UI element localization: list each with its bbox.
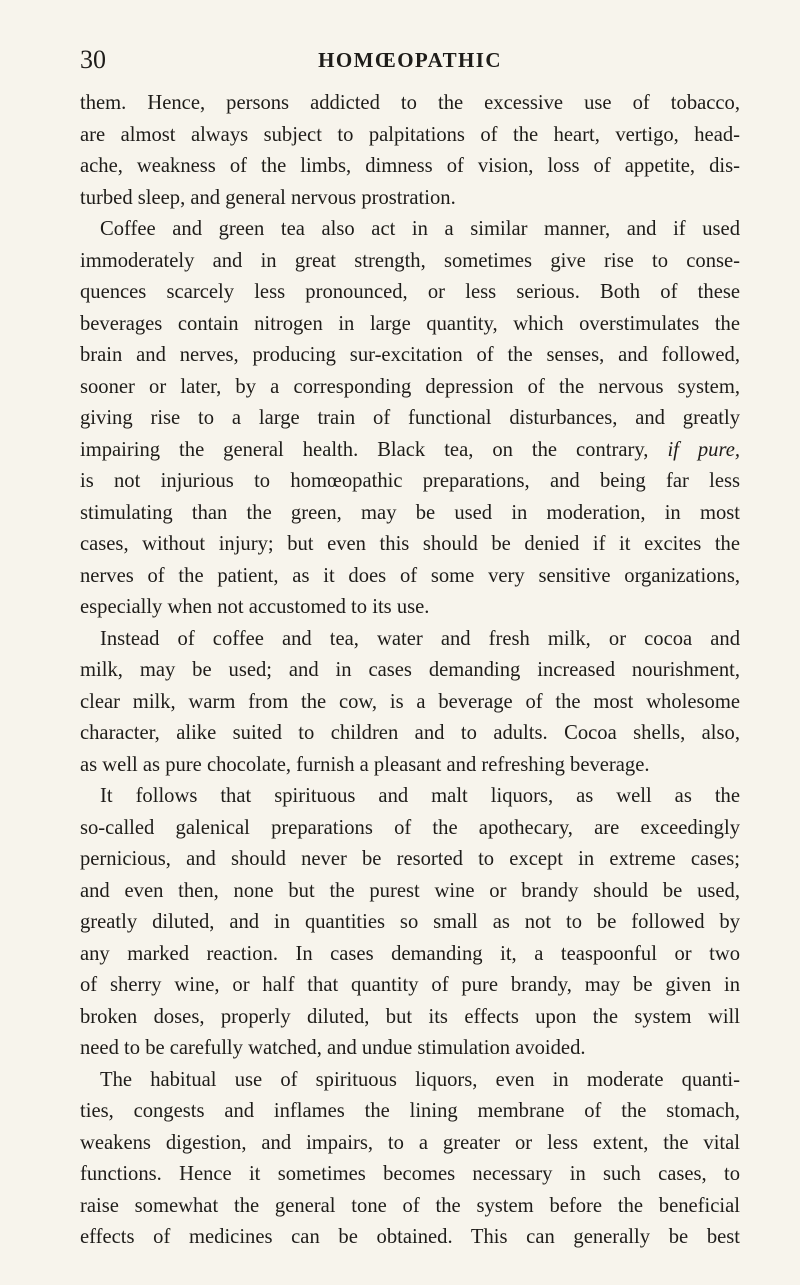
text-line: broken doses, properly diluted, but its effects upon the system will: [80, 1005, 740, 1028]
text-line: especially when not accustomed to its use.: [80, 596, 430, 618]
text-line: pernicious, and should never be resorted to except in extreme cases;: [80, 848, 740, 870]
text-line: clear milk, warm from the cow, is a beverage of the most wholesome: [80, 690, 740, 713]
text-line: so-called galenical preparations of the apothecary, are exceedingly: [80, 816, 740, 839]
running-head: [80, 44, 740, 76]
text-line: beverages contain nitrogen in large quantity, which overstimulates the: [80, 312, 740, 335]
text-line: brain and nerves, producing sur-excitation of the senses, and followed,: [80, 344, 740, 366]
page-number: 30: [80, 45, 106, 74]
text-line: milk, may be used; and in cases demanding increased nourishment,: [80, 659, 740, 681]
text-line: stimulating than the green, may be used in moderation, in most: [80, 501, 740, 524]
text-line: nerves of the patient, as it does of some very sensitive organizations,: [80, 564, 740, 587]
text-line: is not injurious to homœopathic preparations, and being far less: [80, 470, 740, 492]
text-line: ties, congests and inflames the lining membrane of the stomach,: [80, 1100, 740, 1122]
text-line: of sherry wine, or half that quantity of pure brandy, may be given in: [80, 974, 740, 996]
text-line: weakens digestion, and impairs, to a greater or less extent, the vital: [80, 1131, 740, 1154]
text-line: functions. Hence it sometimes becomes necessary in such cases, to: [80, 1163, 740, 1185]
text-line: them. Hence, persons addicted to the excessive use of tobacco,: [80, 92, 740, 114]
text-line: immoderately and in great strength, sometimes give rise to conse-: [80, 249, 740, 272]
text-line: Instead of coffee and tea, water and fresh milk, or cocoa and: [100, 627, 740, 650]
text-line: It follows that spirituous and malt liquors, as well as the: [100, 785, 740, 807]
text-line: Coffee and green tea also act in a similar manner, and if used: [100, 218, 740, 240]
text-line: The habitual use of spirituous liquors, even in moderate quanti-: [100, 1068, 740, 1091]
text-line: need to be carefully watched, and undue stimulation avoided.: [80, 1037, 586, 1059]
text-line: raise somewhat the general tone of the system before the beneficial: [80, 1194, 740, 1217]
text-line: ache, weakness of the limbs, dimness of vision, loss of appetite, dis-: [80, 155, 740, 177]
text-line: character, alike suited to children and to adults. Cocoa shells, also,: [80, 722, 740, 744]
text-line: greatly diluted, and in quantities so small as not to be followed by: [80, 911, 740, 933]
text-line: as well as pure chocolate, furnish a pleasant and refreshing beverage.: [80, 753, 650, 776]
text-line: and even then, none but the purest wine or brandy should be used,: [80, 879, 740, 902]
text-line: effects of medicines can be obtained. This can generally be best: [80, 1226, 740, 1248]
running-title: HOMŒOPATHIC: [318, 48, 502, 72]
text-line: cases, without injury; but even this should be denied if it excites the: [80, 533, 740, 555]
text-line: giving rise to a large train of functional disturbances, and greatly: [80, 407, 740, 429]
text-line: any marked reaction. In cases demanding it, a teaspoonful or two: [80, 942, 740, 965]
text-line: sooner or later, by a corresponding depression of the nervous system,: [80, 375, 740, 398]
text-line: impairing the general health. Black tea, on the contrary, if pure,: [80, 438, 740, 461]
text-line: quences scarcely less pronounced, or less serious. Both of these: [80, 281, 740, 303]
text-line: turbed sleep, and general nervous prostration.: [80, 186, 456, 209]
text-line: are almost always subject to palpitations of the heart, vertigo, head-: [80, 123, 740, 146]
body-text: [80, 88, 740, 1254]
italic-phrase: if pure,: [667, 438, 740, 461]
